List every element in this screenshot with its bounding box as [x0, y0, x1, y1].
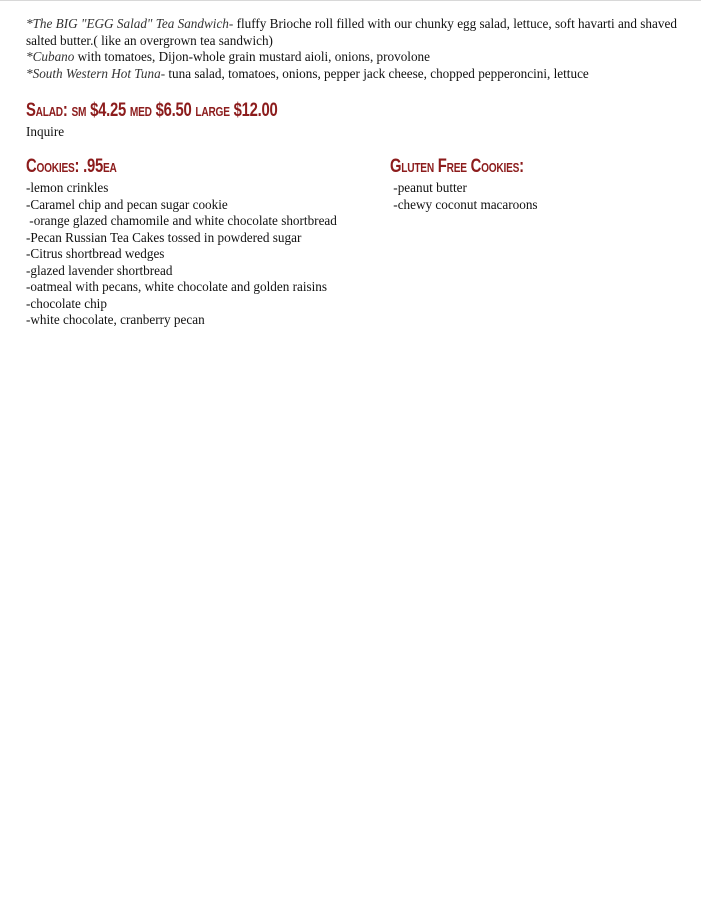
- list-item: -orange glazed chamomile and white chocolate shortbread: [26, 213, 337, 228]
- salad-section: [26, 100, 426, 141]
- gluten-free-heading: Gluten Free Cookies:: [390, 156, 524, 177]
- cookies-section: [26, 156, 386, 329]
- sandwich-item-cubano: [26, 49, 681, 66]
- sandwich-name: *Cubano: [26, 49, 75, 64]
- list-item: -chocolate chip: [26, 295, 107, 311]
- list-item: -chewy coconut macaroons: [390, 196, 538, 212]
- salad-heading: Salad: sm $4.25 med $6.50 large $12.00: [26, 100, 278, 121]
- list-item: -white chocolate, cranberry pecan: [26, 312, 205, 327]
- list-item: -peanut butter: [390, 180, 467, 195]
- list-item: -oatmeal with pecans, white chocolate and golden raisins: [26, 279, 328, 294]
- cookies-list: [26, 180, 386, 329]
- list-item: -Pecan Russian Tea Cakes tossed in powdered sugar: [26, 229, 302, 245]
- gluten-free-list: [390, 180, 680, 213]
- sandwich-item-egg-salad: [26, 16, 681, 49]
- sandwich-name: *The BIG "EGG Salad" Tea Sandwich-: [26, 16, 234, 31]
- sandwich-item-hot-tuna: [26, 66, 681, 83]
- cookies-heading: Cookies: .95ea: [26, 156, 117, 177]
- gluten-free-section: [390, 156, 680, 213]
- sandwich-list: [26, 16, 681, 82]
- list-item: -Caramel chip and pecan sugar cookie: [26, 196, 228, 212]
- salad-note: Inquire: [26, 124, 65, 139]
- sandwich-name: *South Western Hot Tuna-: [26, 65, 166, 81]
- list-item: -Citrus shortbread wedges: [26, 246, 165, 261]
- sandwich-description: with tomatoes, Dijon-whole grain mustard aioli, onions, provolone: [74, 49, 431, 64]
- list-item: -glazed lavender shortbread: [26, 262, 173, 278]
- sandwich-description: tuna salad, tomatoes, onions, pepper jack cheese, chopped pepperoncini, lettuce: [165, 65, 589, 81]
- list-item: -lemon crinkles: [26, 180, 109, 195]
- sandwich-description: fluffy Brioche roll filled with our chunky egg salad, lettuce, soft havarti and shaved salted butter.( like an overgrown tea sandwich): [26, 16, 677, 48]
